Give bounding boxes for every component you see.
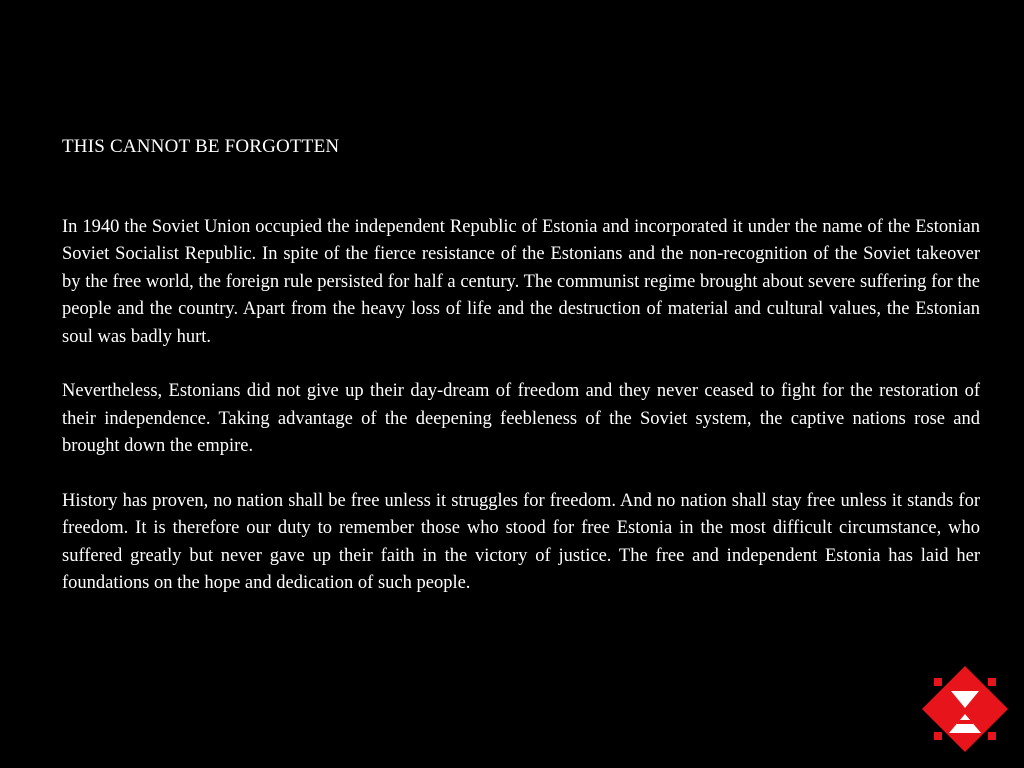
slide-body [62,214,980,598]
paragraph-occupation: In 1940 the Soviet Union occupied the independent Republic of Estonia and incorporated it under the name of the Estonian Soviet Socialist Republic. In spite of the fierce resistance of the Estonians and the non-recognition of the Soviet takeover by the free world, the foreign rule persisted for half a century. The communist regime brought about severe suffering for the people and the country. Apart from the heavy loss of life and the destruction of material and cultural values, the Estonian soul was badly hurt. [62,217,980,347]
paragraph-restoration: Nevertheless, Estonians did not give up their day-dream of freedom and they never ceased to fight for the restoration of their independence. Taking advantage of the deepening feebleness of the Soviet system, the captive nations rose and brought down the empire. [62,381,980,457]
slide-title: THIS CANNOT BE FORGOTTEN [62,136,340,157]
logo-icon [920,664,1010,754]
paragraph-history: History has proven, no nation shall be free unless it struggles for freedom. And no nation shall stay free unless it stands for freedom. It is therefore our duty to remember those who stood for free Estonia in the most difficult circumstance, who suffered greatly but never gave up their faith in the victory of justice. The free and independent Estonia has laid her foundations on the hope and dedication of such people. [62,491,980,594]
